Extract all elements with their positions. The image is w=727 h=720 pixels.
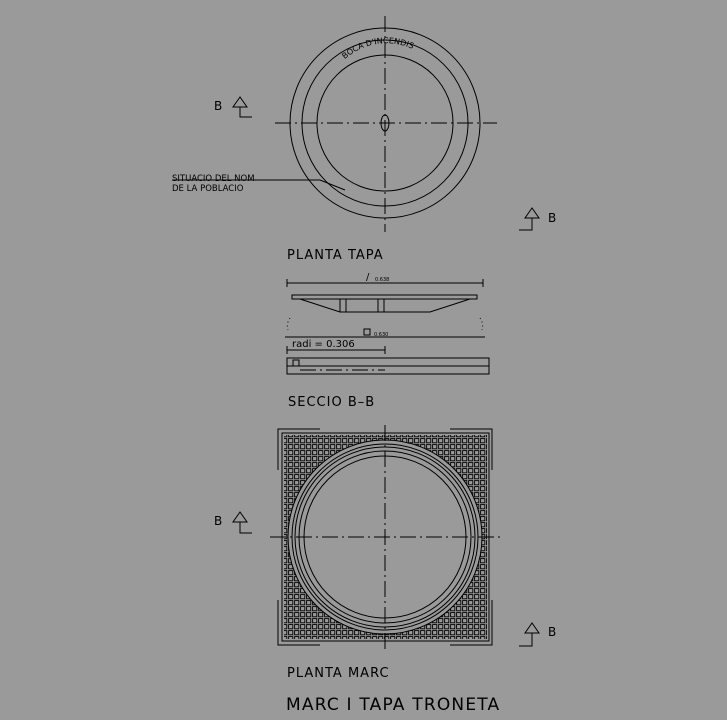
svg-text:B: B xyxy=(214,99,223,113)
tapa-inscription: BOCA D'INCENDIS xyxy=(340,36,416,61)
svg-text:B: B xyxy=(214,514,223,528)
cover-plate xyxy=(292,295,477,299)
svg-text:B: B xyxy=(548,211,557,225)
diameter-symbol: / xyxy=(366,272,370,283)
drawing-title: MARC I TAPA TRONETA xyxy=(286,695,501,715)
section-marker-right-top xyxy=(519,208,556,230)
planta-marc-view xyxy=(214,425,556,715)
seccio-label: SECCIO B–B xyxy=(288,395,376,410)
cover-web xyxy=(300,299,470,312)
section-marker-left-top xyxy=(214,97,252,117)
planta-tapa-label: PLANTA TAPA xyxy=(287,248,384,263)
cover-rib-right xyxy=(378,299,384,312)
callout-text-2: DE LA POBLACIO xyxy=(172,184,244,194)
cover-rib-left xyxy=(340,299,346,312)
seccio-view xyxy=(285,272,489,410)
svg-text:B: B xyxy=(548,625,557,639)
callout-text-1: SITUACIO DEL NOM xyxy=(172,174,255,184)
diameter-value: 0.638 xyxy=(375,277,390,283)
square-value: 0.630 xyxy=(374,332,389,338)
square-symbol xyxy=(364,329,370,335)
section-marker-left-bottom xyxy=(214,512,252,533)
radius-label: radi = 0.306 xyxy=(292,339,355,350)
section-marker-right-bottom xyxy=(519,623,556,646)
planta-marc-label: PLANTA MARC xyxy=(287,666,390,681)
planta-tapa-view xyxy=(172,16,556,263)
